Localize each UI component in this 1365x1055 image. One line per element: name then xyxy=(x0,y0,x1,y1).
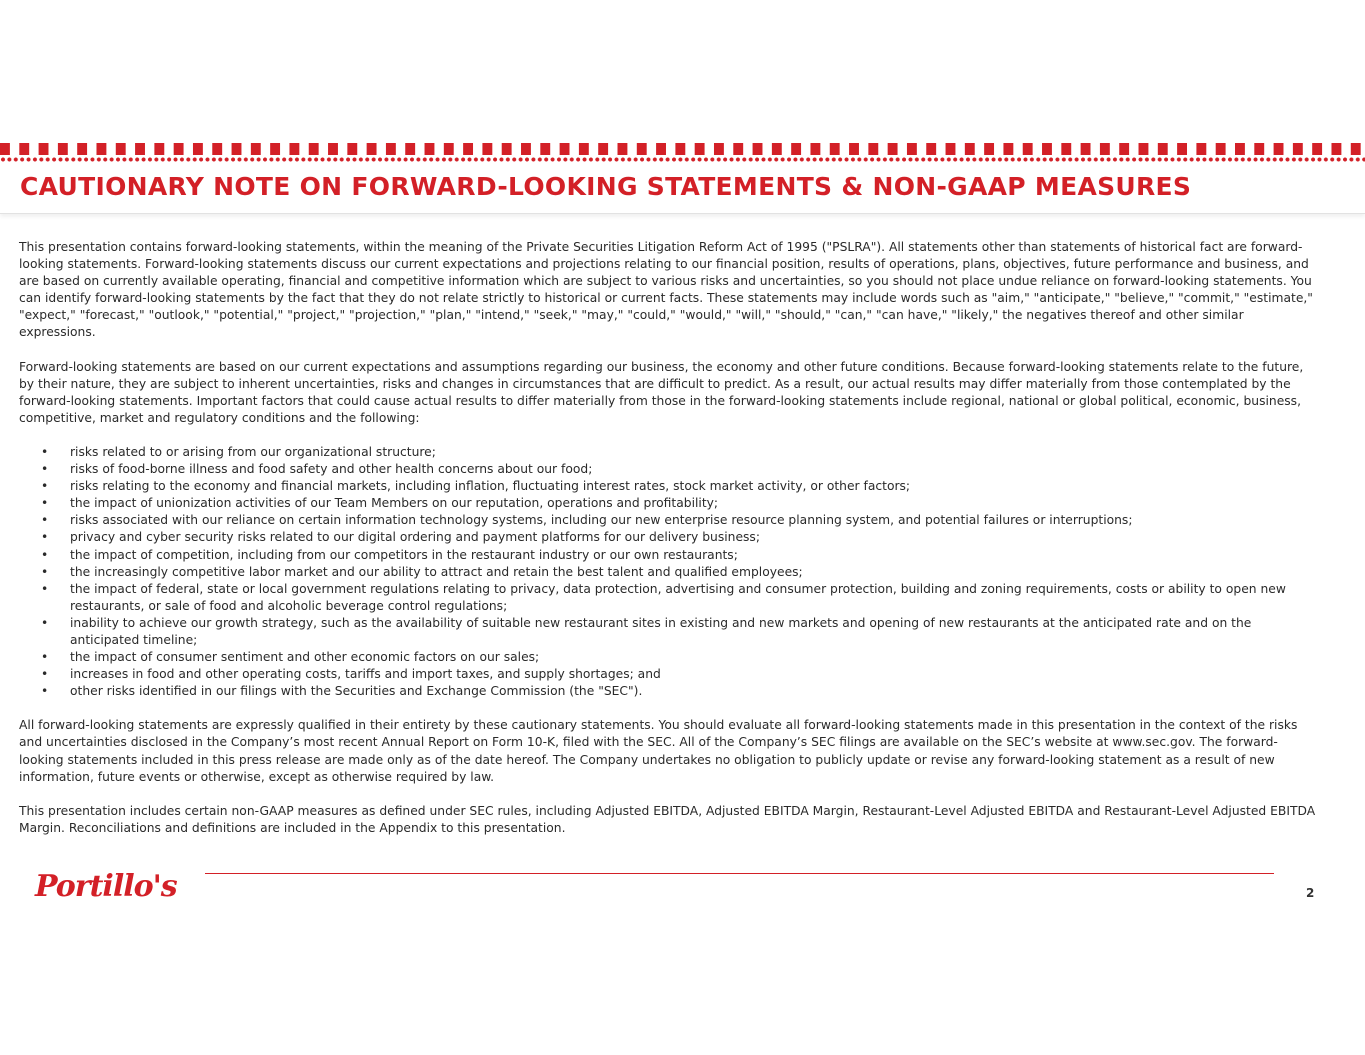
portillos-logo xyxy=(33,865,183,909)
list-item xyxy=(19,444,1319,461)
bullet-icon: • xyxy=(41,513,49,528)
non-gaap-paragraph: This presentation includes certain non-GAAP measures as defined under SEC rules, including Adjusted EBITDA, Adjusted EBITDA Margin, Restaurant-Level Adjusted EBITDA and Restaurant-Level Adjusted EBITDA Margin. Reconciliations and definitions are included in the Appendix to this presentation. xyxy=(19,803,1316,835)
bullet-icon: • xyxy=(41,581,49,596)
list-item-text: risks relating to the economy and financial markets, including inflation, fluctuating interest rates, stock market activity, or other factors; xyxy=(70,479,911,494)
list-item xyxy=(19,649,1319,666)
list-item xyxy=(19,615,1319,649)
list-item-text: risks associated with our reliance on certain information technology systems, including our new enterprise resource planning system, and potential failures or interruptions; xyxy=(70,513,1133,528)
list-item-text: other risks identified in our filings with the Securities and Exchange Commission (the "SEC"). xyxy=(70,684,643,699)
list-item-text: risks related to or arising from our organizational structure; xyxy=(70,444,436,459)
list-item xyxy=(19,478,1319,495)
bullet-icon: • xyxy=(41,564,49,579)
list-item-text: increases in food and other operating costs, tariffs and import taxes, and supply shortages; and xyxy=(70,667,661,682)
page-title: CAUTIONARY NOTE ON FORWARD-LOOKING STATEMENTS & NON-GAAP MEASURES xyxy=(20,172,1192,201)
list-item-text: the impact of unionization activities of our Team Members on our reputation, operations and profitability; xyxy=(70,496,719,511)
bullet-icon: • xyxy=(41,547,49,562)
logo-wordmark: Portillo's xyxy=(35,869,177,904)
bullet-icon: • xyxy=(41,496,49,511)
list-item xyxy=(19,495,1319,512)
portillos-logo-icon xyxy=(33,865,183,905)
list-item-text: the impact of competition, including from our competitors in the restaurant industry or our own restaurants; xyxy=(70,547,738,562)
checker-border xyxy=(0,143,1365,163)
qualification-paragraph: All forward-looking statements are expressly qualified in their entirety by these cautionary statements. You should evaluate all forward-looking statements made in this presentation in the context of the risks and uncertainties disclosed in the Company’s most recent Annual Report on Form 10-K, filed with the SEC. All of the Company’s SEC filings are available on the SEC’s website at www.sec.gov. The forward-looking statements included in this press release are made only as of the date hereof. The Company undertakes no obligation to publicly update or revise any forward-looking statement as a result of new information, future events or otherwise, except as otherwise required by law. xyxy=(19,718,1298,784)
checker-diamonds xyxy=(0,156,1365,163)
list-item xyxy=(19,581,1319,615)
list-item xyxy=(19,666,1319,683)
factors-paragraph: Forward-looking statements are based on our current expectations and assumptions regarding our business, the economy and other future conditions. Because forward-looking statements relate to the future, by their nature, they are subject to inherent uncertainties, risks and changes in circumstances that are difficult to predict. As a result, our actual results may differ materially from those contemplated by the forward-looking statements. Important factors that could cause actual results to differ materially from those in the forward-looking statements include regional, national or global political, economic, business, competitive, market and regulatory conditions and the following: xyxy=(19,359,1304,425)
checker-squares xyxy=(0,143,1365,155)
list-item xyxy=(19,512,1319,529)
list-item xyxy=(19,683,1319,700)
bullet-icon: • xyxy=(41,650,49,665)
bullet-icon: • xyxy=(41,530,49,545)
risk-factor-list xyxy=(19,444,1319,700)
bullet-icon: • xyxy=(41,479,49,494)
bullet-icon: • xyxy=(41,667,49,682)
list-item xyxy=(19,461,1319,478)
bullet-icon: • xyxy=(41,615,49,630)
list-item xyxy=(19,529,1319,546)
list-item-text: the impact of federal, state or local government regulations relating to privacy, data protection, advertising and consumer protection, building and zoning requirements, costs or ability to open new restaurants, or sale of food and alcoholic beverage control regulations; xyxy=(70,581,1286,613)
bullet-icon: • xyxy=(41,444,49,459)
list-item xyxy=(19,564,1319,581)
list-item xyxy=(19,547,1319,564)
list-item-text: the impact of consumer sentiment and other economic factors on our sales; xyxy=(70,650,540,665)
footer-divider xyxy=(205,873,1274,874)
list-item-text: privacy and cyber security risks related to our digital ordering and payment platforms for our delivery business; xyxy=(70,530,760,545)
bullet-icon: • xyxy=(41,684,49,699)
page-number: 2 xyxy=(1306,886,1315,900)
list-item-text: the increasingly competitive labor market and our ability to attract and retain the best talent and qualified employees; xyxy=(70,564,803,579)
document-body xyxy=(19,239,1319,854)
list-item-text: inability to achieve our growth strategy, such as the availability of suitable new restaurant sites in existing and new markets and opening of new restaurants at the anticipated rate and on the anticipated timeline; xyxy=(70,615,1252,647)
bullet-icon: • xyxy=(41,462,49,477)
intro-paragraph: This presentation contains forward-looking statements, within the meaning of the Private Securities Litigation Reform Act of 1995 ("PSLRA"). All statements other than statements of historical fact are forward-looking statements. Forward-looking statements discuss our current expectations and projections relating to our financial position, results of operations, plans, objectives, future performance and business, and are based on currently available operating, financial and competitive information which are subject to various risks and uncertainties, so you should not place undue reliance on forward-looking statements. You can identify forward-looking statements by the fact that they do not relate strictly to historical or current facts. These statements may include words such as "aim," "anticipate," "believe," "commit," "estimate," "expect," "forecast," "outlook," "potential," "project," "projection," "plan," "intend," "seek," "may," "could," "would," "will," "should," "can," "can have," "likely," the negatives thereof and other similar expressions. xyxy=(19,240,1313,340)
list-item-text: risks of food-borne illness and food safety and other health concerns about our food; xyxy=(70,462,593,477)
